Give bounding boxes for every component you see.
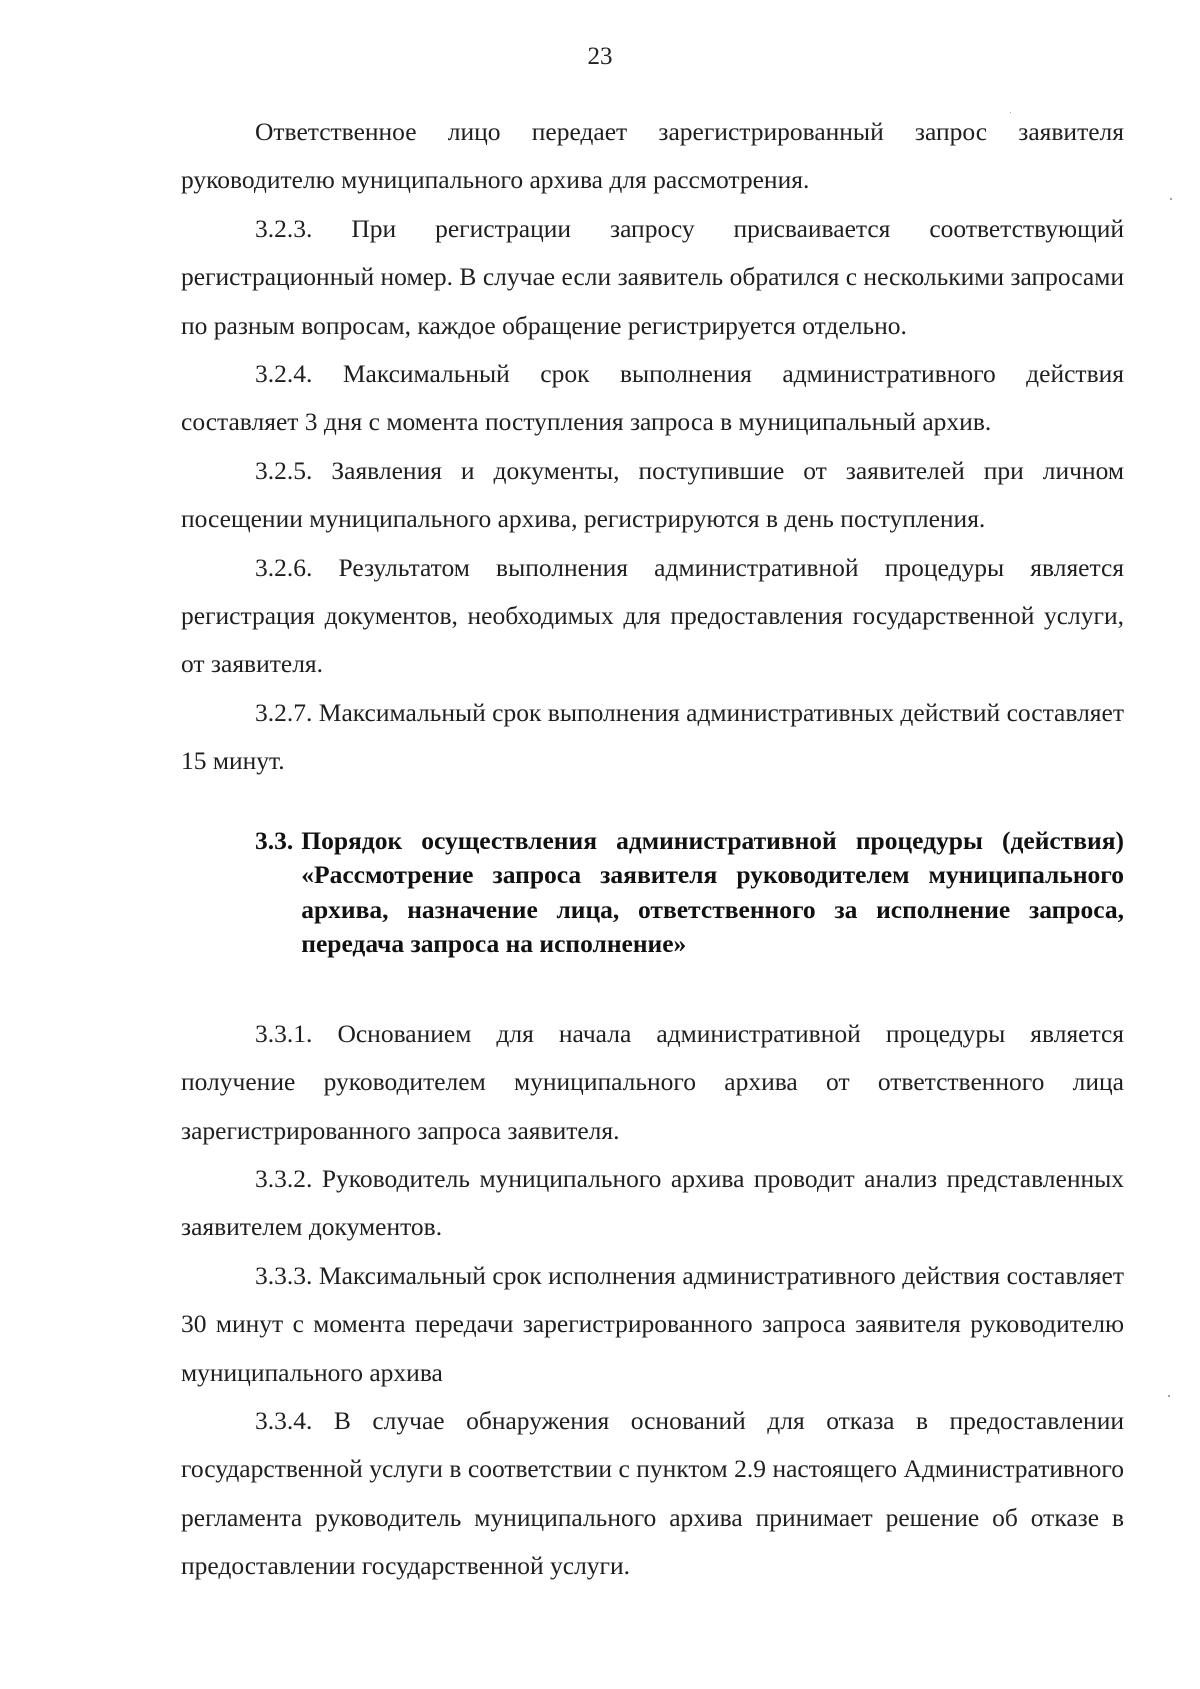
- scan-speck: [1010, 112, 1011, 113]
- paragraph: 3.3.3. Максимальный срок исполнения административного действия составляет 30 минут с момента передачи зарегистрированного запроса заявителя руководителю муниципального архива: [181, 1260, 1124, 1387]
- section-heading-text: Порядок осуществления административной процедуры (действия) «Рассмотрение запроса заявителя руководителем муниципального архива, назначение лица, ответственного за исполнение запроса, передача запроса на исполнение»: [301, 825, 1124, 959]
- scan-speck: [1170, 198, 1172, 200]
- scan-speck: [1168, 1395, 1170, 1397]
- paragraph: 3.2.3. При регистрации запросу присваивается соответствующий регистрационный номер. В случае если заявитель обратился с несколькими запросами по разным вопросам, каждое обращение регистрируется отдельно.: [181, 213, 1124, 340]
- section-heading-number: 3.3.: [255, 825, 294, 855]
- paragraph: 3.2.7. Максимальный срок выполнения административных действий составляет 15 минут.: [181, 697, 1124, 776]
- spacer: [181, 962, 1124, 1010]
- paragraph: Ответственное лицо передает зарегистрированный запрос заявителя руководителю муниципального архива для рассмотрения.: [181, 117, 1124, 195]
- spacer: [181, 786, 1124, 824]
- paragraph: 3.3.1. Основанием для начала административной процедуры является получение руководителем муниципального архива от ответственного лица зарегистрированного запроса заявителя.: [181, 1018, 1124, 1145]
- paragraph: 3.2.6. Результатом выполнения административной процедуры является регистрация документов, необходимых для предоставления государственной услуги, от заявителя.: [181, 552, 1124, 679]
- paragraph: 3.3.4. В случае обнаружения оснований для отказа в предоставлении государственной услуги в соответствии с пунктом 2.9 настоящего Административного регламента руководитель муниципального архива принимает решение об отказе в предоставлении государственной услуги.: [181, 1405, 1124, 1581]
- paragraph: 3.2.5. Заявления и документы, поступившие от заявителей при личном посещении муниципального архива, регистрируются в день поступления.: [181, 455, 1124, 534]
- paragraph: 3.3.2. Руководитель муниципального архива проводит анализ представленных заявителем документов.: [181, 1163, 1124, 1242]
- section-heading: [255, 824, 1124, 962]
- document-body: [181, 108, 1124, 1591]
- paragraph: 3.2.4. Максимальный срок выполнения административного действия составляет 3 дня с момента поступления запроса в муниципальный архив.: [181, 359, 1124, 437]
- page-number: 23: [587, 43, 613, 70]
